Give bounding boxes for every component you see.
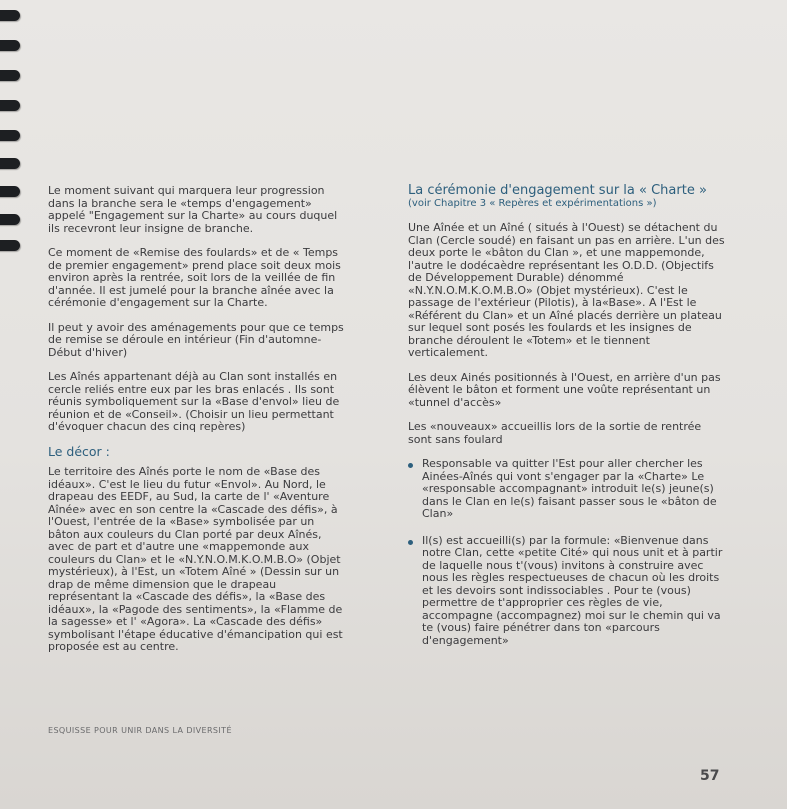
page-number: 57 [700, 768, 720, 784]
binding-ring [0, 40, 20, 51]
binding-ring [0, 214, 20, 225]
list-item-text: Il(s) est accueilli(s) par la formule: «Bienvenue dans notre Clan, cette «petite Cité» qui nous unit et à partir de laquelle nous t'(vous) invitons à construire avec nous les règles respectueuses de chacun où les droits et les devoirs sont indissociables . Pour te (vous) permettre de t'approprier ces règles de vie, accompagne (accompagnez) moi sur le chemin qui va te (vous) faire pénétrer dans ton «parcours d'engagement» [422, 533, 723, 647]
binding-ring [0, 186, 20, 197]
list-item-text: Responsable va quitter l'Est pour aller chercher les Ainées-Aînés qui vont s'engager par la «Charte» Le «responsable accompagnant» introduit le(s) jeune(s) dans le Clan en le(s) faisant passer sous le «bâton de Clan» [422, 457, 717, 520]
decor-paragraph: Le territoire des Aînés porte le nom de «Base des idéaux». C'est le lieu du futur «Envol». Au Nord, le drapeau des EEDF, au Sud, la carte de l' «Aventure Aînée» avec en son centre la «Cascade des défis», à l'Ouest, l'entrée de la «Base» symbolisée par un bâton aux couleurs du Clan porté par deux Aînés, avec de part et d'autre une «mappemonde aux couleurs du Clan» et le «N.Y.N.O.M.K.O.M.B.O» (Objet mystérieux), à l'Est, un «Totem Aîné » (Dessin sur un drap de même dimension que le drapeau représentant la «Cascade des défis», la «Base des idéaux», la «Pagode des sentiments», la «Flamme de la sagesse» et l' «Agora». La «Cascade des défis» symbolisant l'étape éducative d'émancipation qui est proposée est au centre. [48, 465, 343, 653]
list-item [408, 458, 726, 521]
chapter-reference: (voir Chapitre 3 « Repères et expérimentations ») [408, 197, 657, 209]
bullet-dot-icon [408, 463, 413, 468]
paragraph: Il peut y avoir des aménagements pour que ce temps de remise se déroule en intérieur (Fin d'automne-Début d'hiver) [48, 320, 344, 359]
spiral-binding [0, 0, 40, 260]
paragraph: Ce moment de «Remise des foulards» et de « Temps de premier engagement» prend place soit deux mois environ après la rentrée, soit lors de la veillée de fin d'année. Il est jumelé pour la branche aînée avec la cérémonie d'engagement sur la Charte. [48, 246, 341, 309]
binding-ring [0, 100, 20, 111]
bullet-list [408, 458, 726, 647]
binding-ring [0, 10, 20, 21]
left-column [48, 185, 348, 666]
list-item [408, 535, 726, 648]
binding-ring [0, 158, 20, 169]
right-column [408, 185, 726, 661]
paragraph: Les deux Ainés positionnés à l'Ouest, en arrière d'un pas élèvent le bâton et forment une voûte représentant un «tunnel d'accès» [408, 370, 721, 409]
ceremony-heading: La cérémonie d'engagement sur la « Charte » [408, 183, 707, 198]
decor-heading: Le décor : [48, 443, 110, 459]
binding-ring [0, 240, 20, 251]
binding-ring [0, 130, 20, 141]
paragraph: Le moment suivant qui marquera leur progression dans la branche sera le «temps d'engagement» appelé "Engagement sur la Charte» au cours duquel ils recevront leur insigne de branche. [48, 184, 338, 235]
paragraph: Les «nouveaux» accueillis lors de la sortie de rentrée sont sans foulard [408, 420, 702, 446]
bullet-dot-icon [408, 540, 413, 545]
paragraph: Les Aînés appartenant déjà au Clan sont installés en cercle reliés entre eux par les bras enlacés . Ils sont réunis symboliquement sur la «Base d'envol» lieu de réunion et de «Conseil». (Choisir un lieu permettant d'évoquer chacun des cinq repères) [48, 370, 340, 433]
paragraph: Une Aînée et un Aîné ( situés à l'Ouest) se détachent du Clan (Cercle soudé) en faisant un pas en arrière. L'un des deux porte le «bâton du Clan », et une mappemonde, l'autre le dodécaèdre représentant les O.D.D. (Objectifs de Développement Durable) dénommé «N.Y.N.O.M.K.O.M.B.O» (Objet mystérieux). C'est le passage de l'extérieur (Pilotis), à la«Base». A l'Est le «Référent du Clan» et un Aîné placés derrière un plateau sur lequel sont posés les foulards et les insignes de branche déroulent le «Totem» et le tiennent verticalement. [408, 221, 725, 359]
binding-ring [0, 70, 20, 81]
page-footer: ESQUISSE POUR UNIR DANS LA DIVERSITÉ [48, 726, 232, 735]
